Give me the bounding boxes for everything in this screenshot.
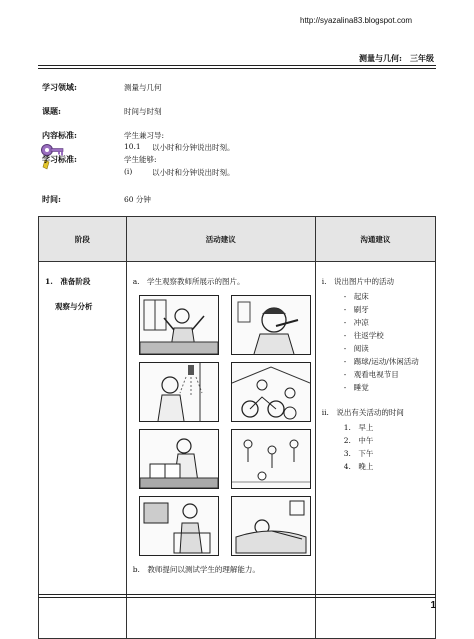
content-standard-label: 内容标准:	[42, 130, 77, 140]
blog-url[interactable]: http://syazalina83.blogspot.com	[300, 16, 413, 25]
picture-watching-tv	[139, 496, 219, 556]
picture-reading	[139, 429, 219, 489]
list-item: 2. 中午	[343, 436, 374, 445]
time-label: 时间:	[42, 194, 61, 204]
page-number: 1	[430, 600, 436, 611]
activity-cell	[126, 262, 315, 639]
activity-b: b. 教师提问以测试学生的理解能力。	[132, 565, 260, 574]
list-item: 3. 下午	[343, 449, 374, 458]
list-item: - 往返学校	[343, 331, 384, 340]
picture-playing-football	[231, 429, 311, 489]
time-list	[344, 422, 429, 472]
list-item: - 冲凉	[343, 318, 369, 327]
comm-ii: ii. 说出有关活动的时间	[321, 408, 404, 417]
list-item: - 踢球/运动/休闲活动	[343, 357, 419, 366]
content-standard-value: 学生兼习导:	[124, 131, 165, 140]
header-divider	[38, 65, 436, 69]
picture-brushing-teeth	[231, 295, 311, 355]
topic-value: 时间与时刻	[124, 107, 162, 116]
area-label: 学习领域:	[42, 82, 77, 92]
picture-waking-up	[139, 295, 219, 355]
stage-title: 1. 准备阶段	[45, 277, 91, 286]
list-item: 4. 晚上	[343, 462, 374, 471]
learning-standard-num: (i)	[124, 167, 133, 176]
list-item: - 观看电视节目	[343, 370, 399, 379]
picture-grid	[139, 295, 309, 556]
picture-sleeping	[231, 496, 311, 556]
list-item: - 刷牙	[343, 305, 369, 314]
list-item: - 阅读	[343, 344, 369, 353]
footer-divider	[38, 594, 436, 598]
activity-a: a. 学生观察教师所展示的图片。	[132, 277, 245, 286]
header-activity: 活动建议	[126, 217, 315, 262]
lesson-plan-table	[38, 216, 436, 639]
list-item: - 睡觉	[343, 383, 369, 392]
header-communication: 沟通建议	[315, 217, 435, 262]
learning-standard-text: 以小时和分钟说出时刻。	[152, 168, 235, 177]
learning-standard-label: 学习标准:	[42, 154, 77, 164]
content-standard-text: 以小时和分钟说出时刻。	[152, 143, 235, 152]
picture-shower	[139, 362, 219, 422]
learning-standard-value: 学生能够:	[124, 155, 157, 164]
list-item: - 起床	[343, 292, 369, 301]
content-standard-num: 10.1	[124, 142, 141, 151]
activity-list	[344, 291, 429, 393]
header-stage: 阶段	[39, 217, 127, 262]
communication-cell	[315, 262, 435, 639]
topic-label: 课题:	[42, 106, 61, 116]
time-value: 60 分钟	[124, 195, 151, 204]
comm-i: i. 说出图片中的活动	[321, 277, 394, 286]
stage-subtitle: 观察与分析	[55, 302, 93, 311]
list-item: 1. 早上	[343, 423, 374, 432]
stage-cell	[39, 262, 127, 639]
area-value: 测量与几何	[124, 83, 162, 92]
doc-header-title: 测量与几何: 三年级	[359, 53, 434, 63]
picture-cycling-to-school	[231, 362, 311, 422]
